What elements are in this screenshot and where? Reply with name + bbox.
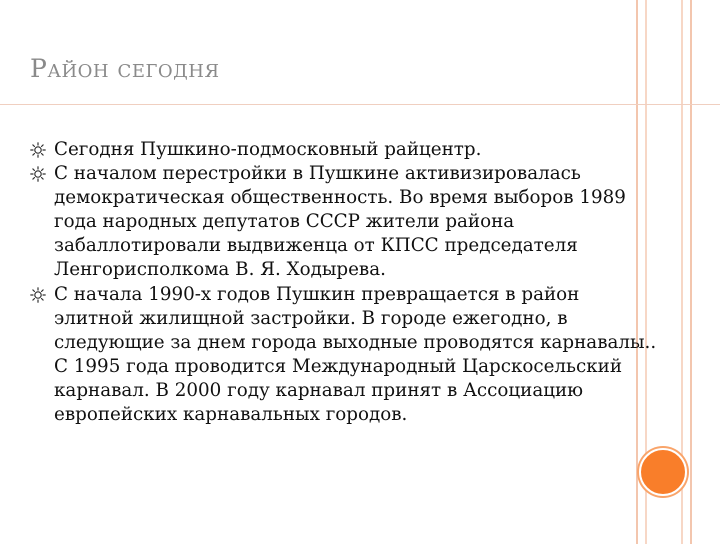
bullet-item <box>30 283 720 428</box>
accent-circle <box>639 448 687 496</box>
bullet-item <box>30 138 720 162</box>
bullet-line: карнавал. В 2000 году карнавал принят в Ассоциацию <box>54 379 584 401</box>
bullet-line: забаллотировали выдвиженца от КПСС председателя <box>54 235 578 257</box>
bullet-line: следующие за днем города выходные проводятся карнавалы.. <box>54 331 657 353</box>
bullet-line: С начала 1990-х годов Пушкин превращается в район <box>54 283 580 305</box>
slide-title: Район сегодня <box>30 54 220 83</box>
bullet-line: элитной жилищной застройки. В городе ежегодно, в <box>54 307 568 329</box>
bullet-line: Ленгорисполкома В. Я. Ходырева. <box>54 259 386 281</box>
title-divider <box>0 104 720 105</box>
bullet-line: Сегодня Пушкино-подмосковный райцентр. <box>54 139 482 160</box>
bullet-line: С началом перестройки в Пушкине активизировалась <box>54 163 581 185</box>
bullet-item <box>30 162 720 282</box>
bullet-list <box>30 138 720 427</box>
sun-bullet-icon <box>30 287 46 303</box>
bullet-line: демократическая общественность. Во время выборов 1989 <box>54 187 626 209</box>
sun-bullet-icon <box>30 166 46 182</box>
bullet-line: европейских карнавальных городов. <box>54 404 408 426</box>
bullet-line: года народных депутатов СССР жители района <box>54 211 515 233</box>
sun-bullet-icon <box>30 142 46 158</box>
bullet-line: С 1995 года проводится Международный Царскосельский <box>54 355 623 377</box>
